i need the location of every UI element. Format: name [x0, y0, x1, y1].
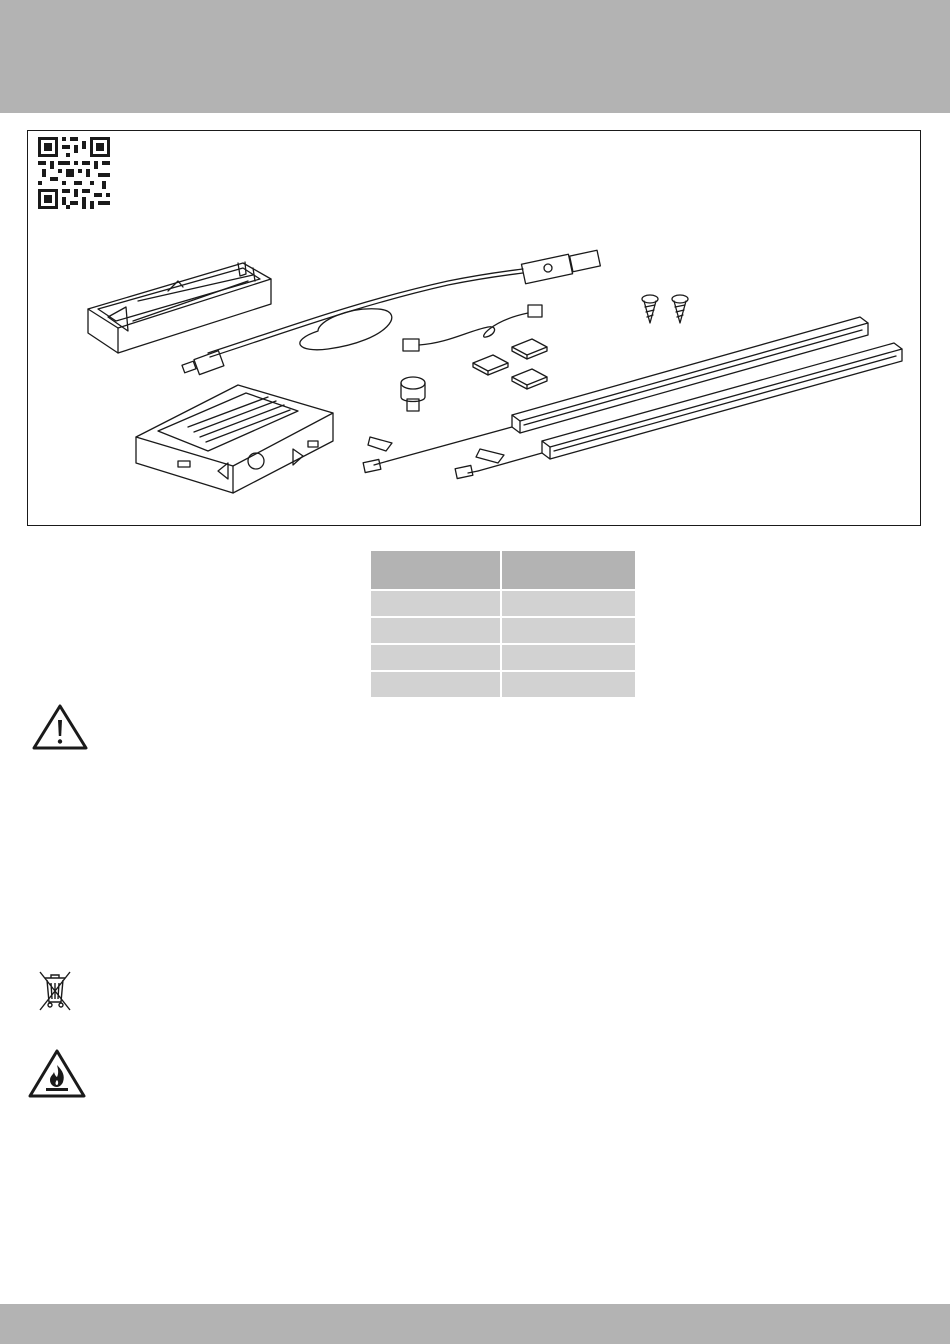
led-light-bar-short: [455, 343, 902, 479]
parts-illustration-frame: [27, 130, 921, 526]
screws: [642, 295, 688, 323]
spec-table-cell: [371, 591, 500, 616]
qr-code-icon: [38, 137, 110, 209]
flammable-warning-icon: [27, 1048, 87, 1100]
spec-table-cell: [502, 618, 635, 643]
spacer: [401, 377, 425, 411]
crossed-out-bin-icon: [37, 968, 73, 1012]
spec-table-header-cell: [371, 551, 500, 589]
spec-table-cell: [502, 672, 635, 697]
parts-illustration: [28, 131, 920, 525]
led-light-bar-long: [363, 317, 868, 473]
spec-table-cell: [371, 618, 500, 643]
connection-cable: [403, 305, 542, 351]
footer-band: [0, 1304, 950, 1344]
spec-table-cell: [502, 645, 635, 670]
battery-box: [136, 385, 333, 493]
spec-table: [371, 551, 635, 697]
spec-table-cell: [371, 645, 500, 670]
spec-table-header-cell: [502, 551, 635, 589]
warning-triangle-icon: [31, 703, 89, 751]
cable-clips: [473, 339, 547, 389]
spec-table-cell: [502, 591, 635, 616]
battery-box-lid: [88, 262, 271, 353]
spec-table-cell: [371, 672, 500, 697]
header-band: [0, 0, 950, 113]
